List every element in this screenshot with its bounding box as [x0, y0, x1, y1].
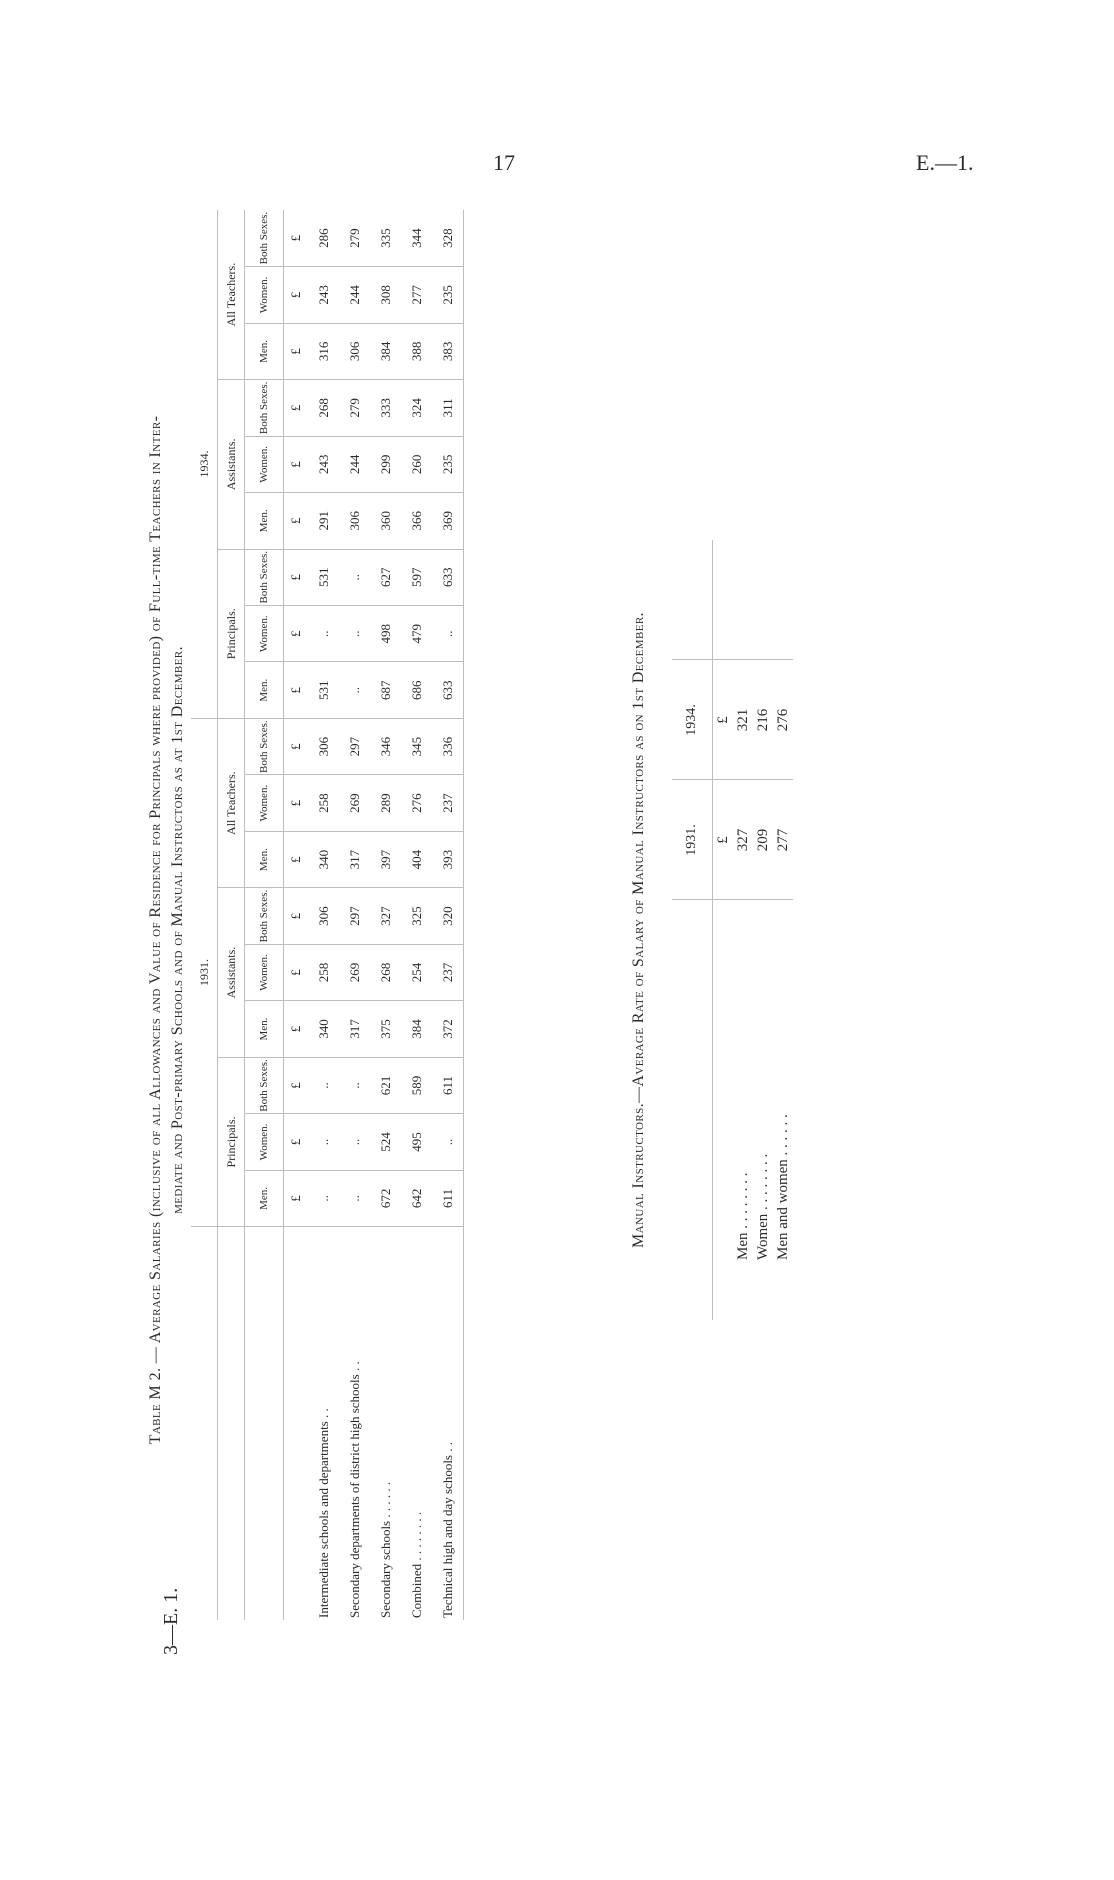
row-label: Combined . . . . . . . .	[408, 1511, 424, 1618]
table-cell: ..	[308, 1114, 339, 1170]
column-subheader: Women.	[245, 606, 284, 662]
unit-cell: £	[284, 718, 309, 774]
column-subheader: Men.	[245, 662, 284, 718]
table-cell: ..	[339, 549, 370, 605]
table-cell: ..	[339, 1057, 370, 1113]
table-cell: 335	[370, 210, 401, 267]
year-1934-header: 1934.	[191, 210, 218, 718]
table-cell: 404	[401, 831, 432, 887]
unit-cell: £	[713, 780, 734, 900]
table-cell: ..	[308, 1170, 339, 1226]
column-subheader: Both Sexes.	[245, 210, 284, 267]
unit-cell: £	[284, 323, 309, 379]
column-subheader: Both Sexes.	[245, 718, 284, 774]
table-cell: 327	[733, 780, 753, 900]
table-title-line1: Table M 2. — Average Salaries (inclusive of all Allowances and Value of Residence for Principals where provided) of Full-time Teachers in Inter-	[147, 415, 164, 1445]
table-cell: ..	[339, 1170, 370, 1226]
table2-title: Manual Instructors.—Average Rate of Salary of Manual Instructors as on 1st December.	[630, 612, 647, 1248]
table-cell: 306	[308, 718, 339, 774]
subheader-row	[245, 210, 284, 1620]
blank-cell	[672, 540, 713, 660]
table-row	[308, 210, 339, 1620]
row-label: Technical high and day schools . .	[432, 1227, 464, 1620]
table-cell: 611	[432, 1057, 464, 1113]
table-cell: 324	[401, 380, 432, 436]
page-signature: 3—E. 1.	[160, 1587, 182, 1655]
table-cell: 297	[339, 718, 370, 774]
table-cell: 276	[773, 660, 793, 780]
table-cell: 325	[401, 888, 432, 944]
table-cell: 627	[370, 549, 401, 605]
unit-cell: £	[284, 944, 309, 1000]
table-cell: 235	[432, 436, 464, 492]
column-subheader: Men.	[245, 1001, 284, 1057]
blank-cell	[218, 1227, 245, 1620]
table-cell: 388	[401, 323, 432, 379]
table-cell: 317	[339, 1001, 370, 1057]
column-subheader: Women.	[245, 775, 284, 831]
table-cell: 237	[432, 775, 464, 831]
table-cell: 243	[308, 267, 339, 323]
table-cell: 216	[753, 660, 773, 780]
table-cell: 316	[308, 323, 339, 379]
unit-cell: £	[284, 380, 309, 436]
table-cell: 277	[401, 267, 432, 323]
table-cell: 235	[432, 267, 464, 323]
unit-cell: £	[284, 775, 309, 831]
table-cell: 306	[308, 888, 339, 944]
table-cell: 384	[401, 1001, 432, 1057]
table-cell: 360	[370, 493, 401, 549]
col-1934-header: 1934.	[672, 660, 713, 780]
table-cell: 340	[308, 831, 339, 887]
table-cell: 289	[370, 775, 401, 831]
column-subheader: Men.	[245, 493, 284, 549]
salary-table	[145, 200, 547, 1660]
table2-units-row	[713, 540, 734, 1320]
table-cell: 372	[432, 1001, 464, 1057]
table-cell: 336	[432, 718, 464, 774]
table-title	[145, 200, 189, 1660]
row-label: Men and women . . . . . .	[774, 1114, 791, 1260]
salary-grid	[191, 210, 464, 1620]
manual-instructors-grid	[672, 540, 793, 1320]
table-cell: 611	[432, 1170, 464, 1226]
table-cell: 286	[308, 210, 339, 267]
table-title-line2: mediate and Post-primary Schools and of Manual Instructors as at 1st December.	[169, 646, 186, 1214]
unit-cell: £	[284, 549, 309, 605]
manual-instructors-table	[628, 500, 828, 1360]
group-header: Principals.	[218, 549, 245, 718]
row-label: Intermediate schools and departments . .	[315, 1408, 331, 1618]
table-cell: ..	[432, 606, 464, 662]
table2-header-row	[672, 540, 713, 1320]
table-cell: 237	[432, 944, 464, 1000]
table-cell: 327	[370, 888, 401, 944]
table-cell: 258	[308, 944, 339, 1000]
group-header-row	[218, 210, 245, 1620]
table-cell: 260	[401, 436, 432, 492]
group-header: Assistants.	[218, 888, 245, 1057]
table-row	[370, 210, 401, 1620]
row-label-header	[191, 1227, 218, 1620]
table-cell: 345	[401, 718, 432, 774]
table-cell: ..	[308, 606, 339, 662]
column-subheader: Women.	[245, 436, 284, 492]
table-cell: ..	[339, 662, 370, 718]
row-label: Secondary departments of district high schools . .	[346, 1361, 362, 1618]
table2-row	[773, 540, 793, 1320]
table-cell: 308	[370, 267, 401, 323]
table-row	[401, 210, 432, 1620]
table-row	[432, 210, 464, 1620]
table-cell: 268	[370, 944, 401, 1000]
table-cell: 258	[308, 775, 339, 831]
blank-cell	[672, 900, 713, 1320]
table-cell: 369	[432, 493, 464, 549]
table-cell: 276	[401, 775, 432, 831]
table-cell: 384	[370, 323, 401, 379]
table-cell: 317	[339, 831, 370, 887]
table-cell: 383	[432, 323, 464, 379]
table-cell: 299	[370, 436, 401, 492]
column-subheader: Women.	[245, 944, 284, 1000]
table-cell: 279	[339, 380, 370, 436]
table-cell: ..	[339, 1114, 370, 1170]
unit-cell: £	[284, 1057, 309, 1113]
blank-cell	[284, 1227, 309, 1620]
blank-cell	[773, 540, 793, 660]
column-subheader: Both Sexes.	[245, 380, 284, 436]
table-cell: 672	[370, 1170, 401, 1226]
group-header: All Teachers.	[218, 718, 245, 887]
table-cell: 589	[401, 1057, 432, 1113]
table-cell: 268	[308, 380, 339, 436]
table-cell: 642	[401, 1170, 432, 1226]
blank-cell	[713, 900, 734, 1320]
table-cell: 328	[432, 210, 464, 267]
table-cell: 306	[339, 493, 370, 549]
group-header: Assistants.	[218, 380, 245, 549]
table-cell: 393	[432, 831, 464, 887]
year-1931-header: 1931.	[191, 718, 218, 1226]
column-subheader: Men.	[245, 1170, 284, 1226]
unit-cell: £	[284, 1170, 309, 1226]
table-cell: 346	[370, 718, 401, 774]
table-cell: ..	[339, 606, 370, 662]
table-cell: 531	[308, 549, 339, 605]
table-cell: 687	[370, 662, 401, 718]
table-cell: 243	[308, 436, 339, 492]
table-cell: 279	[339, 210, 370, 267]
table2-row	[733, 540, 753, 1320]
unit-cell: £	[284, 210, 309, 267]
table-cell: 244	[339, 436, 370, 492]
table-cell: 524	[370, 1114, 401, 1170]
group-header: Principals.	[218, 1057, 245, 1226]
col-1931-header: 1931.	[672, 780, 713, 900]
table-cell: 269	[339, 944, 370, 1000]
table-cell: 321	[733, 660, 753, 780]
unit-cell: £	[284, 267, 309, 323]
document-reference: E.—1.	[916, 150, 974, 175]
table-cell: 297	[339, 888, 370, 944]
group-header: All Teachers.	[218, 210, 245, 380]
row-label: Men . . . . . . . .	[734, 1172, 751, 1260]
column-subheader: Both Sexes.	[245, 549, 284, 605]
row-label: Women . . . . . . . .	[754, 1153, 771, 1260]
table-cell: 209	[753, 780, 773, 900]
table2-row	[753, 540, 773, 1320]
column-subheader: Men.	[245, 323, 284, 379]
table-cell: 633	[432, 549, 464, 605]
table-cell: 244	[339, 267, 370, 323]
table-cell: 366	[401, 493, 432, 549]
table-cell: 531	[308, 662, 339, 718]
unit-cell: £	[284, 1114, 309, 1170]
table-cell: 269	[339, 775, 370, 831]
table-cell: 495	[401, 1114, 432, 1170]
table-cell: 397	[370, 831, 401, 887]
unit-cell: £	[284, 888, 309, 944]
table-cell: 340	[308, 1001, 339, 1057]
column-subheader: Women.	[245, 1114, 284, 1170]
table-cell: 375	[370, 1001, 401, 1057]
table-cell: 621	[370, 1057, 401, 1113]
table-row	[339, 210, 370, 1620]
table-cell: 254	[401, 944, 432, 1000]
unit-cell: £	[284, 493, 309, 549]
units-row	[284, 210, 309, 1620]
table-cell: 479	[401, 606, 432, 662]
unit-cell: £	[284, 436, 309, 492]
column-subheader: Men.	[245, 831, 284, 887]
table-cell: 686	[401, 662, 432, 718]
page-number: 17	[493, 150, 515, 175]
table-cell: 320	[432, 888, 464, 944]
blank-cell	[733, 540, 753, 660]
blank-cell	[713, 540, 734, 660]
column-subheader: Both Sexes.	[245, 888, 284, 944]
table-cell: 291	[308, 493, 339, 549]
unit-cell: £	[284, 831, 309, 887]
table-cell: 306	[339, 323, 370, 379]
unit-cell: £	[713, 660, 734, 780]
table-cell: 633	[432, 662, 464, 718]
blank-cell	[753, 540, 773, 660]
unit-cell: £	[284, 1001, 309, 1057]
unit-cell: £	[284, 662, 309, 718]
row-label: Secondary schools . . . . . .	[377, 1481, 393, 1618]
table-cell: 277	[773, 780, 793, 900]
table-cell: 333	[370, 380, 401, 436]
column-subheader: Women.	[245, 267, 284, 323]
table-cell: ..	[308, 1057, 339, 1113]
table-cell: 498	[370, 606, 401, 662]
column-subheader: Both Sexes.	[245, 1057, 284, 1113]
table-cell: 311	[432, 380, 464, 436]
table-cell: 344	[401, 210, 432, 267]
year-header-row	[191, 210, 218, 1620]
table-cell: ..	[432, 1114, 464, 1170]
unit-cell: £	[284, 606, 309, 662]
blank-cell	[245, 1227, 284, 1620]
table-cell: 597	[401, 549, 432, 605]
